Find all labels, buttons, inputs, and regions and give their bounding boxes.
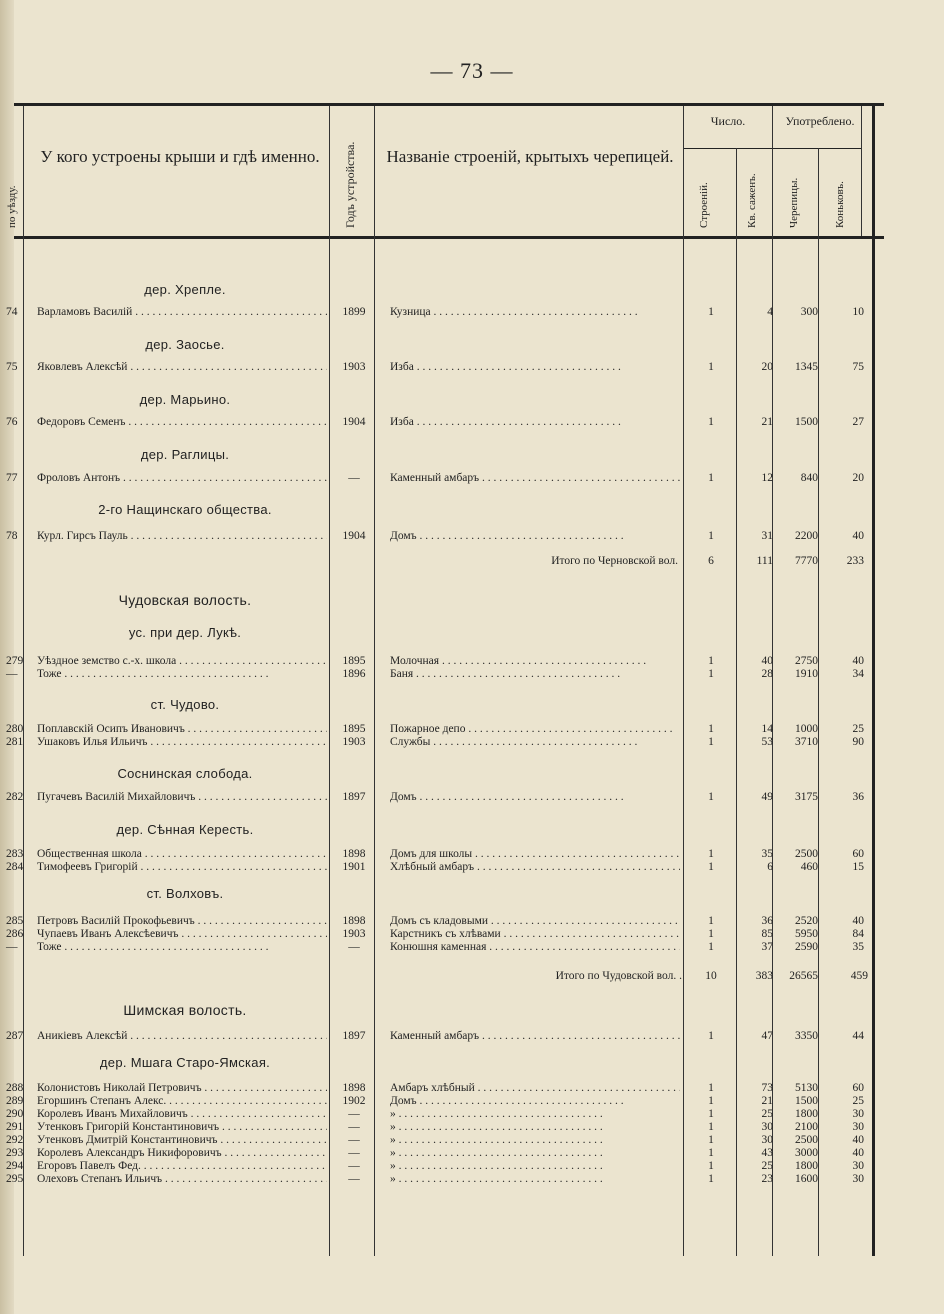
total-sq: 111: [756, 555, 773, 567]
section-heading: дер. Марьино.: [139, 392, 231, 407]
row-year: 1904: [342, 416, 366, 428]
page-number: — 73 —: [430, 58, 514, 83]
row-tiles: 1800: [795, 1108, 818, 1120]
row-sq: 73: [761, 1082, 773, 1094]
row-sq: 37: [761, 941, 773, 953]
row-owner: Колонистовъ Николай Петровичъ . . .: [37, 1082, 327, 1094]
row-owner: Тимофеевъ Григорій . . .: [37, 861, 327, 873]
row-year: 1904: [342, 530, 366, 542]
row-tiles: 5130: [795, 1082, 818, 1094]
header-buildings: Строеній.: [698, 182, 710, 228]
row-sq: 49: [761, 791, 773, 803]
row-ridges: 27: [852, 416, 864, 428]
row-buildings: 1: [708, 915, 714, 927]
total-row: [0, 970, 944, 984]
row-owner: Утенковъ Дмитрій Константиновичъ . . .: [37, 1134, 327, 1146]
row-ridges: 40: [852, 655, 864, 667]
total-label: Итого по Черновской вол.: [551, 555, 678, 567]
row-owner: Ушаковъ Илья Ильичъ . . .: [37, 736, 327, 748]
table-row: [0, 861, 944, 875]
table-row: [0, 472, 944, 486]
row-ridges: 15: [852, 861, 864, 873]
row-building: Домъ для школы . . .: [390, 848, 680, 860]
row-owner: Общественная школа . . .: [37, 848, 327, 860]
row-buildings: 1: [708, 1082, 714, 1094]
row-sq: 30: [761, 1134, 773, 1146]
row-building: Домъ . . .: [390, 791, 680, 803]
row-buildings: 1: [708, 1030, 714, 1042]
row-owner: Тоже . . .: [37, 668, 327, 680]
row-year: 1897: [342, 791, 366, 803]
table-row: [0, 1030, 944, 1044]
row-number: 74: [6, 306, 18, 318]
header-used-group: Употреблено.: [785, 114, 855, 128]
row-buildings: 1: [708, 416, 714, 428]
row-building: Конюшня каменная . . .: [390, 941, 680, 953]
table-row: [0, 928, 944, 942]
section-heading: Чудовская волость.: [118, 592, 252, 608]
row-sq: 28: [761, 668, 773, 680]
row-sq: 30: [761, 1121, 773, 1133]
row-year: —: [348, 1173, 360, 1185]
row-owner: Яковлевъ Алексѣй . . .: [37, 361, 327, 373]
row-tiles: 3710: [795, 736, 818, 748]
row-building: Амбаръ хлѣбный . . .: [390, 1082, 680, 1094]
row-sq: 85: [761, 928, 773, 940]
row-owner: Чупаевъ Иванъ Алексѣевичъ . . .: [37, 928, 327, 940]
row-number: 285: [6, 915, 24, 927]
header-sq: Кв. саженъ.: [746, 173, 758, 228]
row-building: Молочная . . .: [390, 655, 680, 667]
row-buildings: 1: [708, 530, 714, 542]
row-owner: Фроловъ Антонъ . . .: [37, 472, 327, 484]
table-row: [0, 655, 944, 669]
row-number: 293: [6, 1147, 24, 1159]
row-sq: 23: [761, 1173, 773, 1185]
row-tiles: 1500: [795, 416, 818, 428]
row-sq: 25: [761, 1160, 773, 1172]
row-year: 1899: [342, 306, 366, 318]
row-ridges: 30: [852, 1121, 864, 1133]
row-year: 1895: [342, 723, 366, 735]
table-row: [0, 848, 944, 862]
row-owner: Егоршинъ Степанъ Алекс. . . .: [37, 1095, 327, 1107]
row-tiles: 3000: [795, 1147, 818, 1159]
row-year: 1902: [342, 1095, 366, 1107]
row-number: 286: [6, 928, 24, 940]
row-owner: Варламовъ Василій . . .: [37, 306, 327, 318]
row-tiles: 3350: [795, 1030, 818, 1042]
header-bottom-rule: [14, 236, 884, 239]
row-building: Домъ . . .: [390, 530, 680, 542]
row-building: » . . .: [390, 1121, 680, 1133]
row-year: —: [348, 1160, 360, 1172]
row-year: 1898: [342, 848, 366, 860]
table-row: [0, 941, 944, 955]
row-buildings: 1: [708, 1173, 714, 1185]
section-heading: Соснинская слобода.: [117, 766, 253, 781]
row-number: 78: [6, 530, 18, 542]
row-building: Домъ съ кладовыми . . .: [390, 915, 680, 927]
row-sq: 43: [761, 1147, 773, 1159]
total-ridges: 233: [846, 555, 864, 567]
row-number: 295: [6, 1173, 24, 1185]
row-buildings: 1: [708, 306, 714, 318]
table-row: [0, 668, 944, 682]
row-building: Изба . . .: [390, 416, 680, 428]
row-tiles: 2590: [795, 941, 818, 953]
table-row: [0, 723, 944, 737]
row-sq: 31: [761, 530, 773, 542]
row-sq: 36: [761, 915, 773, 927]
row-tiles: 2520: [795, 915, 818, 927]
section-heading: дер. Хрепле.: [144, 282, 226, 297]
row-owner: Курл. Гирсъ Пауль . . .: [37, 530, 327, 542]
row-ridges: 25: [852, 723, 864, 735]
row-buildings: 1: [708, 655, 714, 667]
row-year: 1903: [342, 736, 366, 748]
row-buildings: 1: [708, 861, 714, 873]
section-heading: ст. Чудово.: [150, 697, 220, 712]
row-owner: Королевъ Иванъ Михайловичъ . . .: [37, 1108, 327, 1120]
row-year: —: [348, 1147, 360, 1159]
row-owner: Егоровъ Павелъ Фед. . . .: [37, 1160, 327, 1172]
row-number: 288: [6, 1082, 24, 1094]
row-tiles: 2750: [795, 655, 818, 667]
row-number: 76: [6, 416, 18, 428]
header-side-label: по уѣзду.: [6, 185, 18, 228]
total-label: Итого по Чудовской вол. .: [555, 970, 682, 982]
row-ridges: 30: [852, 1160, 864, 1172]
row-owner: Утенковъ Григорій Константиновичъ . . .: [37, 1121, 327, 1133]
section-heading: ус. при дер. Лукѣ.: [128, 625, 242, 640]
row-sq: 53: [761, 736, 773, 748]
table-row: [0, 1121, 944, 1135]
row-ridges: 60: [852, 1082, 864, 1094]
row-buildings: 1: [708, 1095, 714, 1107]
row-tiles: 1000: [795, 723, 818, 735]
row-buildings: 1: [708, 723, 714, 735]
row-buildings: 1: [708, 1108, 714, 1120]
row-tiles: 460: [800, 861, 818, 873]
header-count-group: Число.: [710, 114, 746, 128]
row-sq: 35: [761, 848, 773, 860]
row-ridges: 34: [852, 668, 864, 680]
row-sq: 6: [767, 861, 773, 873]
row-owner: Пугачевъ Василій Михайловичъ . . .: [37, 791, 327, 803]
section-heading: дер. Сѣнная Кересть.: [116, 822, 254, 837]
row-year: —: [348, 472, 360, 484]
header-tiles: Черепицы.: [788, 177, 800, 228]
section-heading: Шимская волость.: [123, 1002, 247, 1018]
row-buildings: 1: [708, 361, 714, 373]
row-number: 289: [6, 1095, 24, 1107]
row-ridges: 75: [852, 361, 864, 373]
row-number: 290: [6, 1108, 24, 1120]
row-ridges: 25: [852, 1095, 864, 1107]
row-buildings: 1: [708, 791, 714, 803]
row-building: » . . .: [390, 1134, 680, 1146]
row-ridges: 90: [852, 736, 864, 748]
section-heading: дер. Мшага Старо-Ямская.: [99, 1055, 271, 1070]
table-row: [0, 736, 944, 750]
section-heading: дер. Раглицы.: [140, 447, 230, 462]
row-building: Домъ . . .: [390, 1095, 680, 1107]
row-buildings: 1: [708, 941, 714, 953]
row-ridges: 40: [852, 915, 864, 927]
row-tiles: 300: [800, 306, 818, 318]
row-building: Карстникъ съ хлѣвами . . .: [390, 928, 680, 940]
total-ridges: 459: [850, 970, 868, 982]
row-tiles: 1500: [795, 1095, 818, 1107]
row-year: 1903: [342, 361, 366, 373]
row-sq: 40: [761, 655, 773, 667]
row-buildings: 1: [708, 928, 714, 940]
row-tiles: 1910: [795, 668, 818, 680]
row-tiles: 2500: [795, 1134, 818, 1146]
row-building: » . . .: [390, 1173, 680, 1185]
row-buildings: 1: [708, 1121, 714, 1133]
header-top-rule: [14, 103, 884, 106]
row-ridges: 35: [852, 941, 864, 953]
table-row: [0, 361, 944, 375]
table-row: [0, 1108, 944, 1122]
section-heading: дер. Заосье.: [145, 337, 225, 352]
row-year: 1898: [342, 915, 366, 927]
row-tiles: 1600: [795, 1173, 818, 1185]
total-tiles: 7770: [795, 555, 818, 567]
row-tiles: 840: [800, 472, 818, 484]
row-ridges: 30: [852, 1173, 864, 1185]
table-row: [0, 1095, 944, 1109]
row-buildings: 1: [708, 668, 714, 680]
row-ridges: 36: [852, 791, 864, 803]
row-number: —: [6, 668, 18, 680]
table-row: [0, 1134, 944, 1148]
row-number: 280: [6, 723, 24, 735]
table-row: [0, 306, 944, 320]
row-number: 287: [6, 1030, 24, 1042]
row-building: » . . .: [390, 1147, 680, 1159]
row-building: Баня . . .: [390, 668, 680, 680]
row-tiles: 2500: [795, 848, 818, 860]
row-number: 283: [6, 848, 24, 860]
header-building: Названіе строеній, крытыхъ черепицей.: [386, 147, 674, 166]
row-ridges: 84: [852, 928, 864, 940]
row-ridges: 60: [852, 848, 864, 860]
row-year: 1901: [342, 861, 366, 873]
row-sq: 12: [761, 472, 773, 484]
row-owner: Королевъ Александръ Никифоровичъ . . .: [37, 1147, 327, 1159]
table-row: [0, 791, 944, 805]
row-owner: Петровъ Василій Прокофьевичъ . . .: [37, 915, 327, 927]
row-number: 75: [6, 361, 18, 373]
row-building: Каменный амбаръ . . .: [390, 472, 680, 484]
section-heading: ст. Волховъ.: [146, 886, 224, 901]
row-buildings: 1: [708, 736, 714, 748]
table-row: [0, 1147, 944, 1161]
table-row: [0, 1160, 944, 1174]
total-buildings: 10: [705, 970, 717, 982]
row-buildings: 1: [708, 848, 714, 860]
row-sq: 21: [761, 1095, 773, 1107]
total-row: [0, 555, 944, 569]
row-number: 282: [6, 791, 24, 803]
header-year: Годъ устройства.: [343, 141, 357, 228]
row-sq: 21: [761, 416, 773, 428]
row-owner: Поплавскій Осипъ Ивановичъ . . .: [37, 723, 327, 735]
row-buildings: 1: [708, 1134, 714, 1146]
row-building: Изба . . .: [390, 361, 680, 373]
row-year: —: [348, 1134, 360, 1146]
row-tiles: 3175: [795, 791, 818, 803]
total-buildings: 6: [708, 555, 714, 567]
row-tiles: 5950: [795, 928, 818, 940]
row-owner: Олеховъ Степанъ Ильичъ . . .: [37, 1173, 327, 1185]
row-sq: 20: [761, 361, 773, 373]
row-ridges: 40: [852, 530, 864, 542]
section-heading: 2-го Нащинскаго общества.: [98, 502, 272, 517]
row-sq: 25: [761, 1108, 773, 1120]
row-number: 292: [6, 1134, 24, 1146]
row-ridges: 20: [852, 472, 864, 484]
row-number: 284: [6, 861, 24, 873]
row-building: Кузница . . .: [390, 306, 680, 318]
table-row: [0, 1173, 944, 1187]
row-ridges: 10: [852, 306, 864, 318]
row-owner: Уѣздное земство с.-х. школа . . .: [37, 655, 327, 667]
row-building: Пожарное депо . . .: [390, 723, 680, 735]
row-year: —: [348, 1108, 360, 1120]
row-year: —: [348, 1121, 360, 1133]
row-tiles: 2200: [795, 530, 818, 542]
row-number: 294: [6, 1160, 24, 1172]
row-number: 281: [6, 736, 24, 748]
row-year: 1897: [342, 1030, 366, 1042]
table-row: [0, 1082, 944, 1096]
row-buildings: 1: [708, 1160, 714, 1172]
row-ridges: 44: [852, 1030, 864, 1042]
row-building: » . . .: [390, 1160, 680, 1172]
row-owner: Тоже . . .: [37, 941, 327, 953]
row-sq: 14: [761, 723, 773, 735]
row-building: » . . .: [390, 1108, 680, 1120]
total-tiles: 26565: [789, 970, 818, 982]
table-row: [0, 530, 944, 544]
row-year: —: [348, 941, 360, 953]
row-year: 1898: [342, 1082, 366, 1094]
row-building: Хлѣбный амбаръ . . .: [390, 861, 680, 873]
row-tiles: 1345: [795, 361, 818, 373]
row-year: 1895: [342, 655, 366, 667]
row-year: 1903: [342, 928, 366, 940]
row-ridges: 40: [852, 1134, 864, 1146]
row-owner: Федоровъ Семенъ . . .: [37, 416, 327, 428]
row-buildings: 1: [708, 1147, 714, 1159]
row-sq: 47: [761, 1030, 773, 1042]
row-year: 1896: [342, 668, 366, 680]
row-buildings: 1: [708, 472, 714, 484]
row-number: 291: [6, 1121, 24, 1133]
row-ridges: 40: [852, 1147, 864, 1159]
row-number: 77: [6, 472, 18, 484]
row-tiles: 1800: [795, 1160, 818, 1172]
row-number: —: [6, 941, 18, 953]
row-building: Каменный амбаръ . . .: [390, 1030, 680, 1042]
row-tiles: 2100: [795, 1121, 818, 1133]
table-row: [0, 915, 944, 929]
table-row: [0, 416, 944, 430]
total-sq: 383: [755, 970, 773, 982]
row-number: 279: [6, 655, 24, 667]
row-ridges: 30: [852, 1108, 864, 1120]
row-owner: Аникіевъ Алексѣй . . .: [37, 1030, 327, 1042]
row-sq: 4: [767, 306, 773, 318]
row-building: Службы . . .: [390, 736, 680, 748]
header-ridges: Коньковъ.: [834, 181, 846, 228]
header-owner: У кого устроены крыши и гдѣ именно.: [40, 147, 320, 166]
